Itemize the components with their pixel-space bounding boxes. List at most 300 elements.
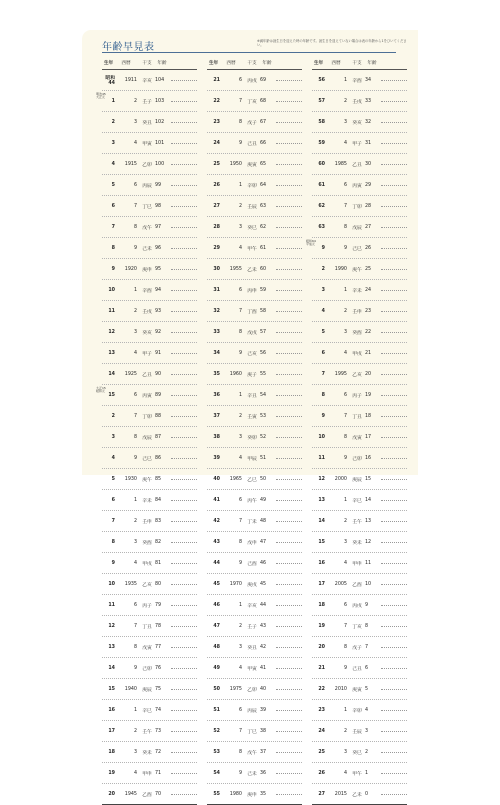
table-row bbox=[207, 511, 302, 532]
kanshi-cell: 辛巳 bbox=[352, 498, 362, 504]
birth-year-cell: 33 bbox=[213, 329, 220, 335]
kanshi-cell: 辛酉 bbox=[352, 78, 362, 84]
birth-year-cell: 13 bbox=[318, 497, 325, 503]
western-year-cell: 2 bbox=[238, 413, 242, 419]
table-row bbox=[102, 448, 197, 469]
age-cell: 49 bbox=[260, 497, 267, 503]
table-row bbox=[207, 70, 302, 91]
table-row bbox=[102, 154, 197, 175]
birth-year-cell: 22 bbox=[213, 98, 220, 104]
western-year-cell: 8 bbox=[343, 644, 347, 650]
memo-line bbox=[381, 647, 407, 648]
table-row bbox=[102, 511, 197, 532]
memo-line bbox=[381, 521, 407, 522]
memo-line bbox=[171, 416, 197, 417]
western-year-cell: 8 bbox=[133, 434, 137, 440]
age-cell: 18 bbox=[365, 413, 372, 419]
kanshi-cell: 丙辰 bbox=[247, 708, 257, 714]
kanshi-cell: 癸巳 bbox=[247, 225, 257, 231]
kanshi-cell: 庚戌 bbox=[247, 582, 257, 588]
age-cell: 2 bbox=[365, 749, 369, 755]
kanshi-cell: 辛巳 bbox=[142, 708, 152, 714]
kanshi-cell: 丙子 bbox=[142, 603, 152, 609]
western-year-cell: 2 bbox=[343, 728, 347, 734]
birth-year-cell: 51 bbox=[213, 707, 220, 713]
title-divider bbox=[102, 52, 396, 53]
age-cell: 40 bbox=[260, 686, 267, 692]
memo-line bbox=[171, 80, 197, 81]
table-row bbox=[312, 70, 407, 91]
memo-line bbox=[381, 80, 407, 81]
western-year-cell: 1 bbox=[343, 707, 347, 713]
age-cell: 88 bbox=[155, 413, 162, 419]
western-year-cell: 4 bbox=[238, 455, 242, 461]
age-cell: 91 bbox=[155, 350, 162, 356]
western-year-cell: 9 bbox=[238, 350, 242, 356]
kanshi-cell: 己巳 bbox=[352, 246, 362, 252]
memo-line bbox=[276, 164, 302, 165]
age-cell: 42 bbox=[260, 644, 267, 650]
western-year-cell: 4 bbox=[133, 770, 137, 776]
birth-year-cell: 21 bbox=[318, 665, 325, 671]
western-year-cell: 8 bbox=[343, 434, 347, 440]
birth-year-cell: 53 bbox=[213, 749, 220, 755]
western-year-cell: 1 bbox=[238, 392, 242, 398]
table-row bbox=[312, 175, 407, 196]
birth-year-cell: 9 bbox=[321, 245, 325, 251]
kanshi-cell: 丁卯 bbox=[352, 204, 362, 210]
memo-line bbox=[171, 269, 197, 270]
birth-year-cell: 11 bbox=[108, 308, 115, 314]
kanshi-cell: 辛酉 bbox=[142, 288, 152, 294]
kanshi-cell: 乙巳 bbox=[247, 477, 257, 483]
table-row bbox=[102, 679, 197, 700]
age-cell: 24 bbox=[365, 287, 372, 293]
kanshi-cell: 丁丑 bbox=[352, 414, 362, 420]
header-age: 生年 bbox=[313, 60, 324, 66]
table-row bbox=[207, 217, 302, 238]
birth-year-cell: 48 bbox=[213, 644, 220, 650]
birth-year-cell: 57 bbox=[318, 98, 325, 104]
western-year-cell: 8 bbox=[238, 329, 242, 335]
kanshi-cell: 甲子 bbox=[352, 141, 362, 147]
kanshi-cell: 癸丑 bbox=[247, 645, 257, 651]
memo-line bbox=[276, 248, 302, 249]
table-row bbox=[207, 616, 302, 637]
memo-line bbox=[171, 437, 197, 438]
birth-year-cell: 13 bbox=[108, 350, 115, 356]
western-year-cell: 1975 bbox=[229, 686, 242, 692]
table-header bbox=[102, 56, 197, 70]
birth-year-cell: 46 bbox=[213, 602, 220, 608]
memo-line bbox=[381, 710, 407, 711]
table-row bbox=[207, 322, 302, 343]
age-cell: 92 bbox=[155, 329, 162, 335]
memo-line bbox=[171, 227, 197, 228]
kanshi-cell: 庚午 bbox=[142, 477, 152, 483]
age-cell: 43 bbox=[260, 623, 267, 629]
birth-year-cell: 10 bbox=[318, 434, 325, 440]
western-year-cell: 8 bbox=[238, 119, 242, 125]
birth-year-cell: 30 bbox=[213, 266, 220, 272]
kanshi-cell: 丁亥 bbox=[247, 99, 257, 105]
memo-line bbox=[171, 584, 197, 585]
memo-line bbox=[171, 311, 197, 312]
birth-year-cell: 17 bbox=[318, 581, 325, 587]
age-cell: 65 bbox=[260, 161, 267, 167]
kanshi-cell: 戊午 bbox=[247, 750, 257, 756]
birth-year-cell: 58 bbox=[318, 119, 325, 125]
memo-line bbox=[171, 500, 197, 501]
western-year-cell: 4 bbox=[238, 665, 242, 671]
birth-year-cell: 35 bbox=[213, 371, 220, 377]
kanshi-cell: 壬申 bbox=[352, 309, 362, 315]
birth-year-cell: 44 bbox=[213, 560, 220, 566]
memo-line bbox=[381, 332, 407, 333]
western-year-cell: 4 bbox=[133, 560, 137, 566]
age-cell: 44 bbox=[260, 602, 267, 608]
birth-year-cell: 31 bbox=[213, 287, 220, 293]
birth-year-cell: 36 bbox=[213, 392, 220, 398]
birth-year-cell: 21 bbox=[213, 77, 220, 83]
table-row bbox=[312, 763, 407, 784]
western-year-cell: 6 bbox=[133, 392, 137, 398]
birth-year-cell: 55 bbox=[213, 791, 220, 797]
age-cell: 53 bbox=[260, 413, 267, 419]
age-cell: 60 bbox=[260, 266, 267, 272]
western-year-cell: 3 bbox=[343, 539, 347, 545]
memo-line bbox=[276, 374, 302, 375]
western-year-cell: 7 bbox=[238, 518, 242, 524]
kanshi-cell: 辛亥 bbox=[247, 603, 257, 609]
kanshi-cell: 癸未 bbox=[352, 540, 362, 546]
memo-line bbox=[171, 542, 197, 543]
age-cell: 96 bbox=[155, 245, 162, 251]
western-year-cell: 1 bbox=[343, 497, 347, 503]
memo-line bbox=[171, 248, 197, 249]
kanshi-cell: 乙卯 bbox=[142, 162, 152, 168]
age-cell: 89 bbox=[155, 392, 162, 398]
memo-line bbox=[381, 542, 407, 543]
western-year-cell: 1960 bbox=[229, 371, 242, 377]
kanshi-cell: 甲午 bbox=[247, 246, 257, 252]
memo-line bbox=[276, 542, 302, 543]
age-cell: 20 bbox=[365, 371, 372, 377]
kanshi-cell: 戊辰 bbox=[142, 435, 152, 441]
age-cell: 4 bbox=[365, 707, 369, 713]
kanshi-cell: 乙酉 bbox=[352, 582, 362, 588]
table-row bbox=[207, 238, 302, 259]
birth-year-cell: 24 bbox=[213, 140, 220, 146]
age-cell: 73 bbox=[155, 728, 162, 734]
birth-year-cell: 60 bbox=[318, 161, 325, 167]
birth-year-cell: 15 bbox=[108, 686, 115, 692]
birth-year-cell: 5 bbox=[111, 182, 115, 188]
western-year-cell: 1 bbox=[238, 602, 242, 608]
memo-line bbox=[276, 563, 302, 564]
table-row bbox=[207, 133, 302, 154]
birth-year-cell: 6 bbox=[321, 350, 325, 356]
kanshi-cell: 乙未 bbox=[352, 792, 362, 798]
kanshi-cell: 庚辰 bbox=[142, 687, 152, 693]
birth-year-cell: 29 bbox=[213, 245, 220, 251]
western-year-cell: 8 bbox=[133, 224, 137, 230]
kanshi-cell: 丁丑 bbox=[142, 624, 152, 630]
birth-year-cell: 54 bbox=[213, 770, 220, 776]
birth-year-cell: 8 bbox=[111, 539, 115, 545]
western-year-cell: 7 bbox=[343, 623, 347, 629]
header-age: 生年 bbox=[208, 60, 219, 66]
table-row bbox=[102, 532, 197, 553]
memo-line bbox=[381, 290, 407, 291]
age-cell: 35 bbox=[260, 791, 267, 797]
header-year: 西暦 bbox=[331, 60, 341, 66]
age-cell: 57 bbox=[260, 329, 267, 335]
kanshi-cell: 辛卯 bbox=[247, 183, 257, 189]
age-cell: 100 bbox=[155, 161, 165, 167]
table-row bbox=[312, 259, 407, 280]
table-row bbox=[312, 616, 407, 637]
kanshi-cell: 壬戌 bbox=[142, 309, 152, 315]
memo-line bbox=[276, 521, 302, 522]
memo-line bbox=[276, 80, 302, 81]
memo-line bbox=[171, 521, 197, 522]
kanshi-cell: 庚子 bbox=[247, 372, 257, 378]
memo-line bbox=[171, 101, 197, 102]
age-cell: 85 bbox=[155, 476, 162, 482]
birth-year-cell: 50 bbox=[213, 686, 220, 692]
age-cell: 46 bbox=[260, 560, 267, 566]
western-year-cell: 7 bbox=[133, 203, 137, 209]
age-table-column-3 bbox=[306, 56, 407, 805]
kanshi-cell: 壬申 bbox=[142, 519, 152, 525]
western-year-cell: 8 bbox=[133, 644, 137, 650]
table-row bbox=[312, 427, 407, 448]
kanshi-cell: 甲戌 bbox=[352, 351, 362, 357]
age-cell: 87 bbox=[155, 434, 162, 440]
age-chart-page bbox=[82, 30, 418, 798]
table-row bbox=[96, 91, 197, 112]
kanshi-cell: 己卯 bbox=[352, 456, 362, 462]
table-row bbox=[102, 406, 197, 427]
table-row bbox=[102, 259, 197, 280]
age-cell: 8 bbox=[365, 623, 369, 629]
memo-line bbox=[171, 689, 197, 690]
table-row bbox=[207, 595, 302, 616]
age-cell: 62 bbox=[260, 224, 267, 230]
kanshi-cell: 甲申 bbox=[352, 561, 362, 567]
age-cell: 98 bbox=[155, 203, 162, 209]
table-row bbox=[207, 259, 302, 280]
western-year-cell: 3 bbox=[238, 224, 242, 230]
table-row bbox=[207, 301, 302, 322]
kanshi-cell: 甲寅 bbox=[142, 141, 152, 147]
kanshi-cell: 壬午 bbox=[142, 729, 152, 735]
table-row bbox=[102, 322, 197, 343]
age-cell: 84 bbox=[155, 497, 162, 503]
age-cell: 37 bbox=[260, 749, 267, 755]
western-year-cell: 2010 bbox=[334, 686, 347, 692]
western-year-cell: 4 bbox=[343, 770, 347, 776]
birth-year-cell: 6 bbox=[111, 497, 115, 503]
memo-line bbox=[381, 164, 407, 165]
table-row bbox=[312, 343, 407, 364]
age-cell: 38 bbox=[260, 728, 267, 734]
table-row bbox=[312, 658, 407, 679]
table-row bbox=[207, 532, 302, 553]
western-year-cell: 3 bbox=[238, 434, 242, 440]
birth-year-cell: 56 bbox=[318, 77, 325, 83]
birth-year-cell: 12 bbox=[108, 623, 115, 629]
birth-year-cell: 8 bbox=[321, 392, 325, 398]
header-old: 年齢 bbox=[262, 60, 272, 66]
birth-year-cell: 62 bbox=[318, 203, 325, 209]
birth-year-cell: 16 bbox=[318, 560, 325, 566]
table-row bbox=[207, 700, 302, 721]
western-year-cell: 9 bbox=[238, 140, 242, 146]
usage-note: ※満年齢は誕生日を迎えた時の年齢です。誕生日を迎えていない場合は表の年齢から1をひいてください。 bbox=[257, 39, 407, 47]
kanshi-cell: 丙戌 bbox=[247, 78, 257, 84]
western-year-cell: 8 bbox=[238, 749, 242, 755]
age-cell: 32 bbox=[365, 119, 372, 125]
birth-year-cell: 8 bbox=[111, 245, 115, 251]
birth-year-cell: 24 bbox=[318, 728, 325, 734]
birth-year-cell: 昭和44 bbox=[105, 76, 115, 86]
age-cell: 82 bbox=[155, 539, 162, 545]
age-cell: 95 bbox=[155, 266, 162, 272]
age-cell: 34 bbox=[365, 77, 372, 83]
kanshi-cell: 丙辰 bbox=[142, 183, 152, 189]
kanshi-cell: 丙子 bbox=[352, 393, 362, 399]
birth-year-cell: 1 bbox=[111, 98, 115, 104]
birth-year-cell: 34 bbox=[213, 350, 220, 356]
western-year-cell: 7 bbox=[343, 413, 347, 419]
age-cell: 68 bbox=[260, 98, 267, 104]
table-row bbox=[102, 742, 197, 763]
western-year-cell: 1980 bbox=[229, 791, 242, 797]
western-year-cell: 2015 bbox=[334, 791, 347, 797]
birth-year-cell: 5 bbox=[321, 329, 325, 335]
memo-line bbox=[171, 731, 197, 732]
table-row bbox=[312, 112, 407, 133]
memo-line bbox=[381, 185, 407, 186]
memo-line bbox=[276, 185, 302, 186]
western-year-cell: 1915 bbox=[124, 161, 137, 167]
memo-line bbox=[171, 332, 197, 333]
table-row bbox=[207, 364, 302, 385]
birth-year-cell: 20 bbox=[108, 791, 115, 797]
birth-year-cell: 37 bbox=[213, 413, 220, 419]
memo-line bbox=[171, 710, 197, 711]
western-year-cell: 7 bbox=[238, 98, 242, 104]
memo-line bbox=[171, 668, 197, 669]
western-year-cell: 1 bbox=[238, 182, 242, 188]
western-year-cell: 7 bbox=[133, 623, 137, 629]
age-cell: 93 bbox=[155, 308, 162, 314]
age-cell: 94 bbox=[155, 287, 162, 293]
memo-line bbox=[381, 227, 407, 228]
table-row bbox=[312, 217, 407, 238]
table-row bbox=[102, 784, 197, 805]
table-row bbox=[207, 448, 302, 469]
birth-year-cell: 23 bbox=[213, 119, 220, 125]
memo-line bbox=[276, 206, 302, 207]
memo-line bbox=[276, 773, 302, 774]
memo-line bbox=[276, 689, 302, 690]
table-row bbox=[207, 679, 302, 700]
age-cell: 54 bbox=[260, 392, 267, 398]
table-row bbox=[207, 427, 302, 448]
table-row bbox=[102, 658, 197, 679]
age-cell: 80 bbox=[155, 581, 162, 587]
age-cell: 59 bbox=[260, 287, 267, 293]
table-row bbox=[207, 469, 302, 490]
memo-line bbox=[381, 416, 407, 417]
western-year-cell: 2 bbox=[343, 308, 347, 314]
birth-year-cell: 32 bbox=[213, 308, 220, 314]
western-year-cell: 2 bbox=[133, 98, 137, 104]
kanshi-cell: 戊寅 bbox=[142, 645, 152, 651]
age-cell: 25 bbox=[365, 266, 372, 272]
kanshi-cell: 戊午 bbox=[142, 225, 152, 231]
header-old: 年齢 bbox=[367, 60, 377, 66]
memo-line bbox=[276, 416, 302, 417]
age-cell: 50 bbox=[260, 476, 267, 482]
western-year-cell: 3 bbox=[238, 644, 242, 650]
age-cell: 5 bbox=[365, 686, 369, 692]
kanshi-cell: 戊戌 bbox=[247, 330, 257, 336]
table-row bbox=[312, 280, 407, 301]
western-year-cell: 1925 bbox=[124, 371, 137, 377]
memo-line bbox=[276, 626, 302, 627]
birth-year-cell: 12 bbox=[108, 329, 115, 335]
age-cell: 86 bbox=[155, 455, 162, 461]
table-row bbox=[102, 343, 197, 364]
kanshi-cell: 丙戌 bbox=[352, 603, 362, 609]
age-cell: 17 bbox=[365, 434, 372, 440]
western-year-cell: 6 bbox=[238, 707, 242, 713]
western-year-cell: 4 bbox=[133, 350, 137, 356]
table-row bbox=[102, 763, 197, 784]
table-row bbox=[312, 511, 407, 532]
kanshi-cell: 乙酉 bbox=[142, 792, 152, 798]
memo-line bbox=[276, 647, 302, 648]
memo-line bbox=[381, 248, 407, 249]
table-row bbox=[312, 490, 407, 511]
era-label: 大正15 昭和元 bbox=[96, 386, 106, 394]
age-cell: 0 bbox=[365, 791, 369, 797]
birth-year-cell: 52 bbox=[213, 728, 220, 734]
birth-year-cell: 4 bbox=[111, 455, 115, 461]
kanshi-cell: 癸亥 bbox=[352, 120, 362, 126]
age-table-column-1 bbox=[96, 56, 197, 805]
birth-year-cell: 22 bbox=[318, 686, 325, 692]
memo-line bbox=[171, 794, 197, 795]
western-year-cell: 7 bbox=[238, 728, 242, 734]
age-cell: 71 bbox=[155, 770, 162, 776]
memo-line bbox=[171, 647, 197, 648]
birth-year-cell: 18 bbox=[108, 749, 115, 755]
age-cell: 31 bbox=[365, 140, 372, 146]
birth-year-cell: 14 bbox=[108, 665, 115, 671]
table-row bbox=[312, 553, 407, 574]
memo-line bbox=[171, 143, 197, 144]
memo-line bbox=[171, 290, 197, 291]
table-row bbox=[207, 154, 302, 175]
kanshi-cell: 乙未 bbox=[247, 267, 257, 273]
table-row bbox=[207, 196, 302, 217]
age-cell: 67 bbox=[260, 119, 267, 125]
